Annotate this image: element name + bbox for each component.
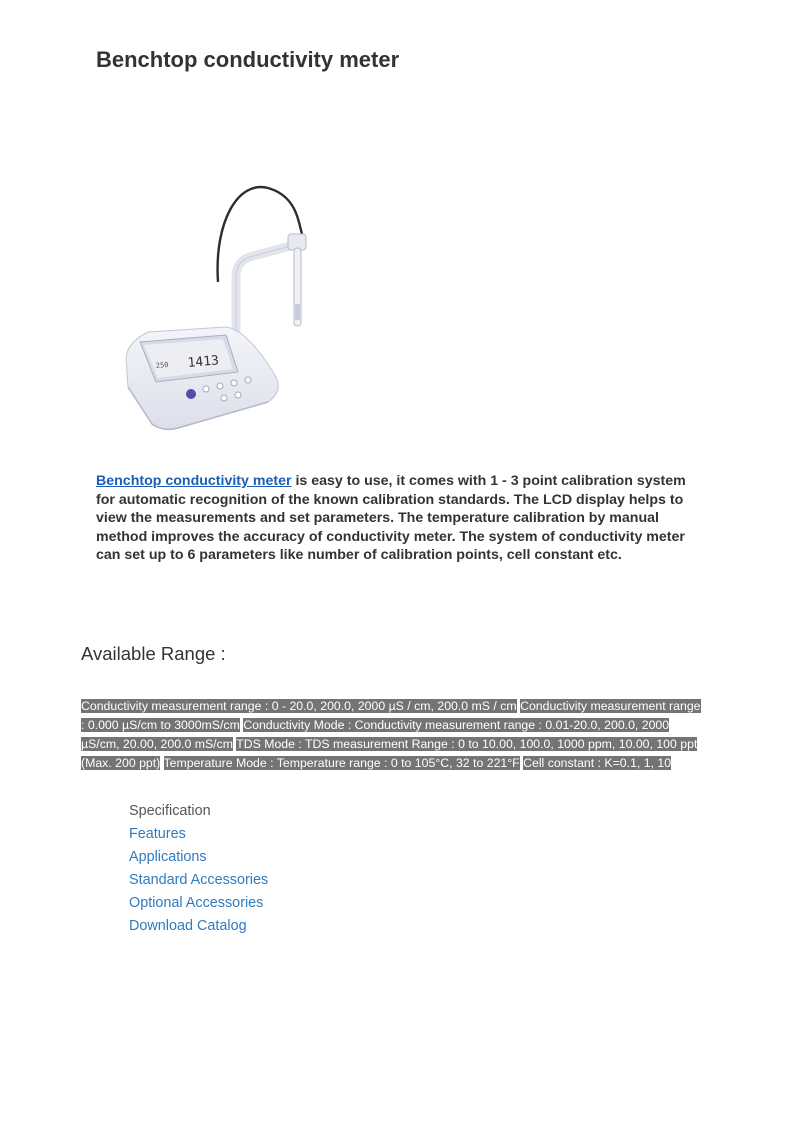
intro-text: is easy to use, it comes with 1 - 3 point calibration system for automatic recognition of the known calibration standards. The LCD display helps to view the measurements and set parameters. The temperature calibration by manual method improves the accuracy of conductivity meter. The system of conductivity meter can set up to 6 parameters like number of calibration points, cell constant etc. bbox=[96, 473, 686, 564]
range-item: Conductivity measurement range : 0 - 20.0, 200.0, 2000 µS / cm, 200.0 mS / cm bbox=[81, 699, 517, 713]
nav-link-features[interactable]: Features bbox=[129, 826, 186, 842]
range-item: Conductivity Mode : Conductivity measurement range : 0.01-20.0, 200.0, 2000 µS/cm, 20.00, 200.0 mS/cm bbox=[81, 718, 670, 751]
nav-item-specification bbox=[129, 800, 268, 823]
nav-item-applications[interactable] bbox=[129, 846, 268, 869]
section-nav bbox=[129, 800, 268, 938]
product-image bbox=[118, 182, 308, 432]
nav-item-download-catalog[interactable] bbox=[129, 915, 268, 938]
keypad-button[interactable] bbox=[235, 392, 241, 398]
keypad-button[interactable] bbox=[231, 380, 237, 386]
available-range-heading: Available Range : bbox=[81, 643, 226, 664]
range-list bbox=[81, 697, 706, 773]
nav-link-applications[interactable]: Applications bbox=[129, 849, 207, 865]
keypad-button[interactable] bbox=[203, 386, 209, 392]
range-item: Temperature Mode : Temperature range : 0 to 105°C, 32 to 221°F bbox=[163, 756, 520, 770]
lcd-reading: 1413 bbox=[187, 353, 220, 371]
range-item: Cell constant : K=0.1, 1, 10 bbox=[523, 756, 672, 770]
keypad-button[interactable] bbox=[221, 395, 227, 401]
range-item: TDS Mode : TDS measurement Range : 0 to 10.00, 100.0, 1000 ppm, 10.00, 100 ppt (Max. 200 ppt) bbox=[81, 737, 698, 770]
nav-item-optional-accessories[interactable] bbox=[129, 892, 268, 915]
nav-link-download-catalog[interactable]: Download Catalog bbox=[129, 918, 247, 934]
nav-label-specification: Specification bbox=[129, 803, 211, 819]
nav-link-optional-accessories[interactable]: Optional Accessories bbox=[129, 895, 264, 911]
range-item: Conductivity measurement range : 0.000 µS/cm to 3000mS/cm bbox=[81, 699, 701, 732]
page-title: Benchtop conductivity meter bbox=[96, 47, 400, 72]
keypad-button[interactable] bbox=[245, 377, 251, 383]
intro-paragraph bbox=[96, 472, 691, 565]
electrode-stand bbox=[236, 244, 298, 352]
lcd-secondary-reading: 250 bbox=[155, 360, 169, 370]
power-button[interactable] bbox=[186, 389, 196, 399]
nav-link-standard-accessories[interactable]: Standard Accessories bbox=[129, 872, 269, 888]
nav-item-standard-accessories[interactable] bbox=[129, 869, 268, 892]
keypad-button[interactable] bbox=[217, 383, 223, 389]
product-link[interactable]: Benchtop conductivity meter bbox=[96, 473, 292, 489]
nav-item-features[interactable] bbox=[129, 823, 268, 846]
